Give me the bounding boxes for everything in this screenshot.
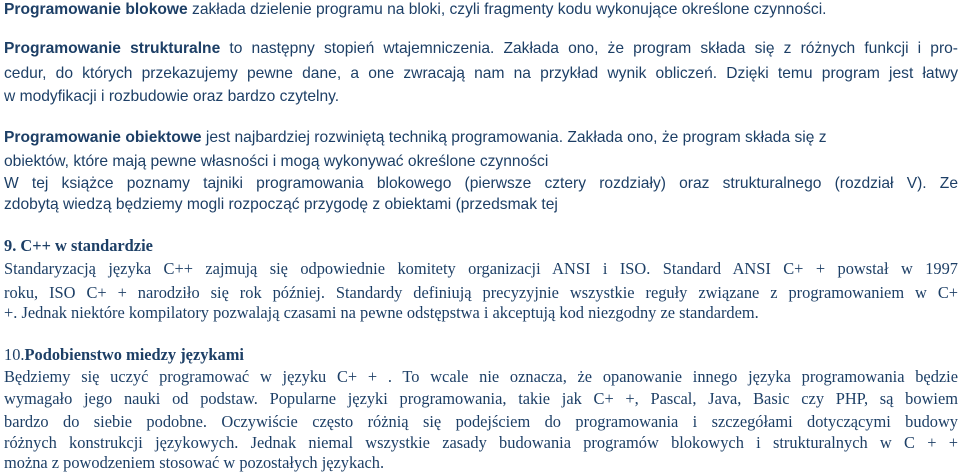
section-10-line-4: różnych konstrukcji językowych. Jednak niemal wszystkie zasady budowania programów blokowych i strukturalnych w C + + — [4, 433, 958, 452]
term-programowanie-blokowe: Programowanie blokowe — [4, 1, 188, 18]
section-10-number: 10. — [4, 345, 25, 364]
term-programowanie-obiektowe: Programowanie obiektowe — [4, 129, 202, 146]
paragraph-text: jest najbardziej rozwiniętą techniką programowania. Zakłada ono, że program składa się z — [201, 129, 827, 146]
section-9-line-3: +. Jednak niektóre kompilatory pozwalają czasami na pewne odstępstwa i akceptują kod niezgodny ze standardem. — [4, 303, 759, 322]
term-programowanie-strukturalne: Programowanie strukturalne — [4, 40, 221, 57]
paragraph-strukturalne-line-3: w modyfikacji i rozbudowie oraz bardzo czytelny. — [4, 88, 340, 105]
paragraph-obiektowe-line-3: W tej książce poznamy tajniki programowania blokowego (pierwsze cztery rozdziały) oraz strukturalnego (rozdział V). Ze — [4, 175, 958, 192]
paragraph-obiektowe-line-4: zdobytą wiedzą będziemy mogli rozpocząć przygodę z obiektami (przedsmak tej — [4, 196, 558, 213]
paragraph-strukturalne-line-1 — [4, 39, 958, 59]
section-10-line-3: bardzo do siebie podobne. Oczywiście często różnią się podejściem do programowania i szczegółami dotyczącymi budowy — [4, 412, 958, 431]
section-10-line-5: można z powodzeniem stosować w pozostałych językach. — [4, 453, 385, 472]
section-10-line-2: wymagało jego nauki od podstaw. Popularne języki programowania, takie jak C+ +, Pascal, Java, Basic czy PHP, są bowiem — [4, 389, 958, 408]
section-9-heading: 9. C++ w standardzie — [4, 236, 153, 255]
paragraph-text: to następny stopień wtajemniczenia. Zakłada ono, że program składa się z różnych funkcji i pro- — [220, 40, 959, 57]
section-9-line-1: Standaryzacją języka C++ zajmują się odpowiednie komitety organizacji ANSI i ISO. Standard ANSI C+ + powstał w 1997 — [4, 259, 958, 278]
paragraph-obiektowe-line-1 — [4, 128, 827, 148]
section-10-heading — [4, 345, 244, 365]
section-10-title: Podobienstwo miedzy językami — [24, 345, 244, 364]
section-9-line-2: roku, ISO C+ + narodziło się rok później. Standardy definiują precyzyjnie wszystkie reguły związane z programowaniem w C+ — [4, 283, 958, 302]
section-10-line-1: Będziemy się uczyć programować w języku C+ + . To wcale nie oznacza, że opanowanie innego języka programowania będzie — [4, 367, 958, 386]
paragraph-obiektowe-line-2: obiektów, które mają pewne własności i mogą wykonywać określone czynności — [4, 153, 549, 170]
paragraph-blokowe-line-1 — [4, 0, 827, 20]
paragraph-strukturalne-line-2: cedur, do których przekazujemy pewne dane, a one zwracają nam na przykład wynik obliczeń. Dzięki temu program jest łatwy — [4, 65, 958, 82]
paragraph-text: zakłada dzielenie programu na bloki, czyli fragmenty kodu wykonujące określone czynności. — [187, 1, 827, 18]
